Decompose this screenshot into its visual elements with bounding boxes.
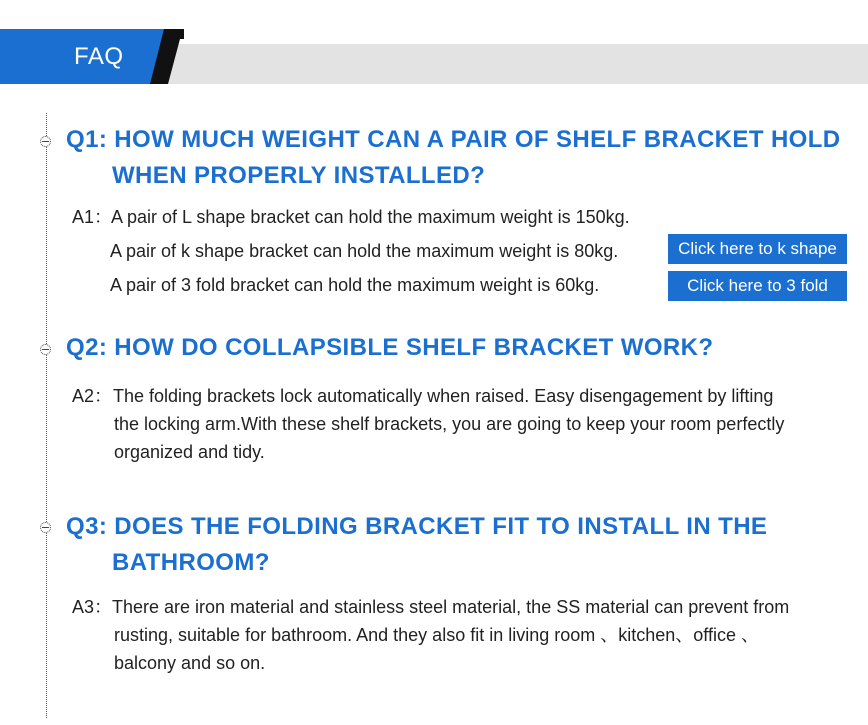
question-3-line1: Q3: DOES THE FOLDING BRACKET FIT TO INSTALL IN THE bbox=[66, 513, 768, 540]
answer-2-line1: The folding brackets lock automatically when raised. Easy disengagement by lifting bbox=[113, 386, 774, 406]
answer-2-prefix: A2： bbox=[72, 386, 113, 406]
3-fold-link-button[interactable]: Click here to 3 fold bbox=[668, 271, 847, 301]
question-1-line1: Q1: HOW MUCH WEIGHT CAN A PAIR OF SHELF BRACKET HOLD bbox=[66, 126, 841, 153]
question-2-line1: Q2: HOW DO COLLAPSIBLE SHELF BRACKET WORK? bbox=[66, 334, 714, 361]
timeline-node-icon bbox=[40, 522, 51, 533]
answer-1-prefix: A1： bbox=[72, 207, 113, 227]
answer-2-line3: organized and tidy. bbox=[114, 442, 265, 462]
k-shape-link-button[interactable]: Click here to k shape bbox=[668, 234, 847, 264]
answer-1-line1: A pair of L shape bracket can hold the maximum weight is 150kg. bbox=[111, 207, 630, 227]
question-1 bbox=[66, 122, 841, 194]
timeline-node-icon bbox=[40, 136, 51, 147]
question-2 bbox=[66, 330, 713, 366]
answer-1-line2: A pair of k shape bracket can hold the maximum weight is 80kg. bbox=[110, 241, 619, 261]
answer-3-line3: balcony and so on. bbox=[114, 653, 266, 673]
answer-3-line1: There are iron material and stainless steel material, the SS material can prevent from bbox=[112, 597, 790, 617]
question-1-line2: WHEN PROPERLY INSTALLED? bbox=[112, 162, 486, 189]
timeline-node-icon bbox=[40, 344, 51, 355]
answer-1-line3: A pair of 3 fold bracket can hold the maximum weight is 60kg. bbox=[110, 275, 600, 295]
page-title: FAQ bbox=[74, 43, 124, 70]
answer-3-prefix: A3： bbox=[72, 597, 113, 617]
answer-3-line2: rusting, suitable for bathroom. And they also fit in living room 、kitchen、office 、 bbox=[114, 625, 759, 645]
answer-2-line2: the locking arm.With these shelf brackets, you are going to keep your room perfectly bbox=[114, 414, 785, 434]
question-3 bbox=[66, 509, 767, 581]
timeline-line bbox=[46, 113, 47, 718]
question-3-line2: BATHROOM? bbox=[112, 549, 270, 576]
